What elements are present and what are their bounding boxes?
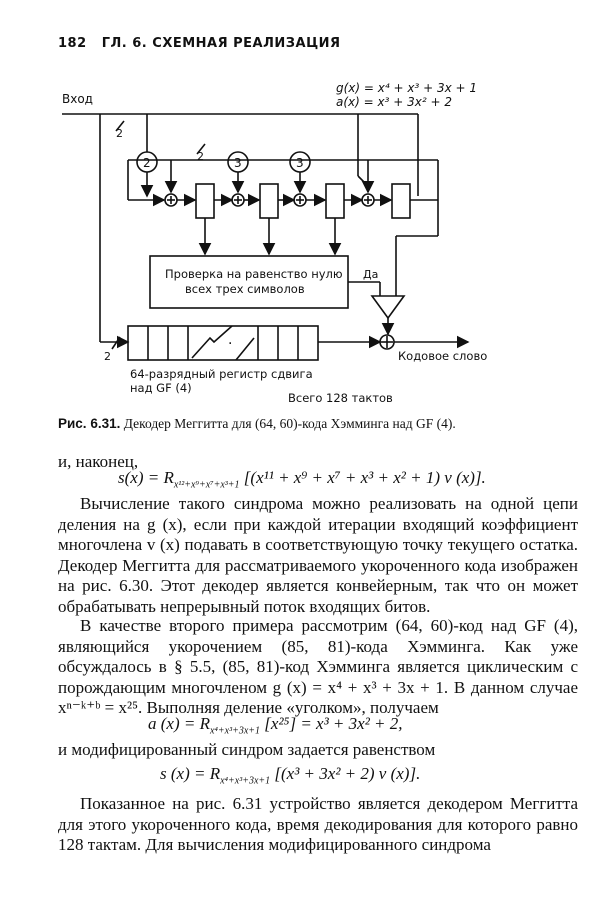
multiplier-2-label: 2 (143, 156, 151, 170)
output-label: Кодовое слово (398, 349, 488, 363)
multiplier-3a-label: 3 (234, 156, 242, 170)
register-cell-2 (260, 184, 278, 218)
paragraph-1: Вычисление такого синдрома можно реализовать на одной цепи деления на g (x), если при каждой итерации входящий коэффициент многочлена v (x) подавать в соответствующую точку текущего остатка. Декодер Меггитта для рассматриваемого укороченного кода изображен на рис. 6.30. Этот декодер является конвейерным, так что он может обрабатывать непрерывный поток входящих битов. (58, 494, 578, 616)
intro-text: и, наконец, (58, 452, 139, 471)
register-dot: · (228, 336, 233, 352)
and-gate (372, 296, 404, 318)
poly-a-label: a(x) = x³ + 3x² + 2 (336, 95, 452, 109)
meggitt-decoder-diagram (0, 0, 616, 412)
bus-width-1: 2 (116, 127, 123, 140)
chapter-title: ГЛ. 6. СХЕМНАЯ РЕАЛИЗАЦИЯ (101, 36, 341, 51)
register-caption-line1: 64-разрядный регистр сдвига (130, 367, 313, 381)
paragraph-2: В качестве второго примера рассмотрим (64, 60)-код над GF (4), являющийся укорочением (85, 81)-кода Хэмминга. Как уже обсуждалось в § 5.5, (85, 81)-код Хэмминга является циклическим с порождающим многочленом g (x) = x⁴ + x³ + 3x + 1. В данном случае xⁿ⁻ᵏ⁺ᵇ = x²⁵. Выполняя деление «уголком», получаем (58, 616, 578, 717)
check-label-line1: Проверка на равенство нулю (165, 267, 343, 281)
equation-3: s $(x) = R_{x^4+x^3+3x+1}$ [(x³ + 3x² + 2) v (x)]. (160, 764, 421, 787)
caption-label: Рис. 6.31. (58, 416, 121, 431)
check-label-line2: всех трех символов (185, 282, 305, 296)
total-clocks-label: Всего 128 тактов (288, 391, 393, 405)
multiplier-3b-label: 3 (296, 156, 304, 170)
poly-g-label: g(x) = x⁴ + x³ + 3x + 1 (336, 81, 478, 95)
register-caption-line2: над GF (4) (130, 381, 192, 395)
caption-text: Декодер Меггитта для (64, 60)-кода Хэмминга над GF (4). (123, 416, 456, 431)
bus-width-3: 2 (104, 350, 111, 363)
equation-1: $s(x) = R_{x^{12}+x^9+x^7+x^3+1}$ [(x¹¹ + x⁹ + x⁷ + x³ + x² + 1) v (x)]. (118, 468, 486, 491)
paragraph-4: Показанное на рис. 6.31 устройство является декодером Меггитта для этого укороченного кода, время декодирования для которого равно 128 тактам. Для вычисления модифицированного синдрома (58, 794, 578, 854)
register-cell-4 (392, 184, 410, 218)
figure-caption (58, 416, 578, 432)
shift-register (128, 326, 318, 360)
input-label: Вход (62, 92, 93, 106)
register-cell-3 (326, 184, 344, 218)
page-number: 182 (58, 36, 87, 51)
paragraph-3: и модифицированный синдром задается равенством (58, 740, 436, 759)
bus-width-2: 2 (197, 150, 204, 163)
register-cell-1 (196, 184, 214, 218)
equation-2: a $(x) = R_{x^4+x^3+3x+1}$ [x²⁵] = x³ + 3x² + 2, (148, 714, 403, 737)
yes-label: Да (363, 268, 379, 281)
